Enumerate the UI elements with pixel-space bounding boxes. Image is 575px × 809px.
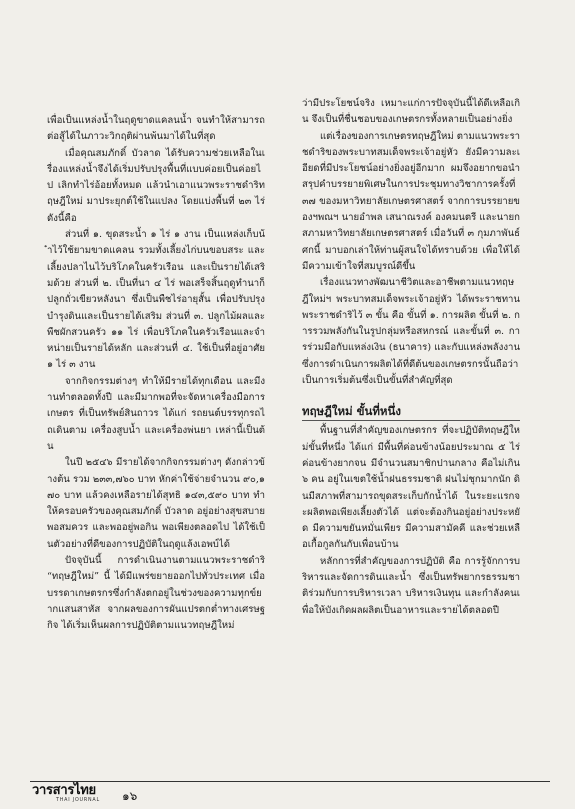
- logo-subtitle: THAI JOURNAL: [56, 798, 100, 803]
- paragraph: เพื่อเป็นแหล่งน้ำในฤดูขาดแคลนน้ำ จนทำให้สามารถต่อสู้ได้ในภาวะวิกฤติผ่านพ้นมาได้ในที่สุด: [47, 115, 265, 143]
- journal-logo: [32, 784, 104, 805]
- logo-title: วารสารไทย: [32, 783, 96, 798]
- page-footer: [30, 781, 550, 807]
- paragraph: ในปี ๒๕๔๖ มีรายได้จากกิจกรรมต่างๆ ดังกล่าวข้างต้น รวม ๒๓๓,๗๖๐ บาท หักค่าใช้จ่ายจำนวน ๙๐,๑๗๐ บาท แล้วคงเหลือรายได้สุทธิ ๑๔๓,๕๙๐ บาท ทำให้ครอบครัวของคุณสมภักดิ์ บัวลาด อยู่อย่างสุขสบายพอสมควร และพออยู่พอกิน พอเพียงตลอดไป ได้ใช้เป็นตัวอย่างที่ดีของการปฏิบัติในฤดูแล้งเอพบ์ได้: [47, 457, 265, 550]
- paragraph: ว่ามีประโยชน์จริง เหมาะแก่การปัจจุบันนี้ได้ดีเหลือเกิน จึงเป็นที่ชื่นชอบของเกษตรกรทั้งหลายเป็นอย่างยิ่ง: [302, 98, 520, 126]
- paragraph: เรื่องแนวทางพัฒนาชีวิตและอาชีพตามแนวทฤษฎีใหม่ฯ พระบาทสมเด็จพระเจ้าอยู่หัว ได้พระราชทานพระราชดำริไว้ ๓ ขั้น คือ ขั้นที่ ๑. การผลิต ขั้นที่ ๒. การรวมพลังกันในรูปกลุ่มหรือสหกรณ์ และขั้นที่ ๓. การร่วมมือกับแหล่งเงิน (ธนาคาร) และกับแหล่งพลังงาน ซึ่งการดำเนินการผลิตได้ที่ดีต้นของเกษตรกรนั้นถือว่าเป็นการเริ่มต้นซึ่งเป็นขั้นที่สำคัญที่สุด: [302, 277, 520, 387]
- footer-divider: [30, 781, 550, 782]
- paragraph: ปัจจุบันนี้ การดำเนินงานตามแนวพระราชดำริ “ทฤษฎีใหม่” นี้ ได้มีแพร่ขยายออกไปทั่วประเทศ เมื่อบรรดาเกษตรกรซึ่งกำลังตกอยู่ในช่วงของความทุกข์ยากแสนสาหัส จากผลของการผันแปรตกต่ำทางเศรษฐกิจ ได้เริ่มเห็นผลการปฏิบัติตามแนวทฤษฎีใหม่: [47, 555, 265, 632]
- paragraph: หลักการที่สำคัญของการปฏิบัติ คือ การรู้จักการบริหารและจัดการดินและน้ำ ซึ่งเป็นทรัพยากรธรรมชาติร่วมกับการบริหารเวลา บริหารเงินทุน และกำลังคนเพื่อให้บังเกิดผลผลิตเป็นอาหารและรายได้ตลอดปี: [302, 555, 520, 616]
- paragraph: ส่วนที่ ๑. ขุดสระน้ำ ๑ ไร่ ๑ งาน เป็นแหล่งเก็บน้ำไว้ใช้ยามขาดแคลน รวมทั้งเลี้ยงไก่บนขอบสระ และเลี้ยงปลาไนไว้บริโภคในครัวเรือน และเป็นรายได้เสริมด้วย ส่วนที่ ๒. เป็นที่นา ๔ ไร่ พอเสร็จสิ้นฤดูทำนาก็ปลูกถั่วเขียวหลังนา ซึ่งเป็นพืชไร่อายุสั้น เพื่อปรับปรุงบำรุงดินและเป็นรายได้เสริม ส่วนที่ ๓. ปลูกไม้ผลและพืชผักสวนครัว ๑๑ ไร่ เพื่อบริโภคในครัวเรือนและจำหน่ายเป็นรายได้หลัก และส่วนที่ ๔. ใช้เป็นที่อยู่อาศัย ๑ ไร่ ๓ งาน: [47, 229, 265, 371]
- page-number: ๑๖: [122, 789, 138, 803]
- paragraph: เมื่อคุณสมภักดิ์ บัวลาด ได้รับความช่วยเหลือในเรื่องแหล่งน้ำจึงได้เริ่มปรับปรุงพื้นที่แบบค่อยเป็นค่อยไป เลิกทำไร่อ้อยทั้งหมด แล้วนำเอาแนวพระราชดำริทฤษฎีใหม่ มาประยุกต์ใช้ในแปลง โดยแบ่งพื้นที่ ๒๓ ไร่ ดังนี้คือ: [47, 147, 265, 224]
- right-column: [302, 96, 520, 619]
- spacer: [302, 389, 520, 399]
- section-heading: ทฤษฎีใหม่ ขั้นที่หนึ่ง: [302, 404, 401, 419]
- left-column: [47, 113, 265, 635]
- paragraph: จากกิจกรรมต่างๆ ทำให้มีรายได้ทุกเดือน และมีงานทำตลอดทั้งปี และมีมากพอที่จะจัดหาเครื่องมือการเกษตร ที่เป็นทรัพย์สินถาวร ได้แก่ รถยนต์บรรทุกรถไถเดินตาม เครื่องสูบน้ำ และเครื่องพ่นยา เหล่านี้เป็นต้น: [47, 375, 265, 452]
- heading-divider: [302, 420, 520, 421]
- paragraph: แต่เรื่องของการเกษตรทฤษฎีใหม่ ตามแนวพระราชดำริของพระบาทสมเด็จพระเจ้าอยู่หัว ยังมีความละเอียดที่มีประโยชน์อย่างยิ่งอยู่อีกมาก ผมจึงอยากขอนำสรุปคำบรรยายพิเศษในการประชุมทางวิชาการครั้งที่ ๓๗ ของมหาวิทยาลัยเกษตรศาสตร์ จากการบรรยายของฯพณฯ นายอำพล เสนาณรงค์ องคมนตรี และนายกสภามหาวิทยาลัยเกษตรศาสตร์ เมื่อวันที่ ๓ กุมภาพันธ์ศกนี้ มาบอกเล่าให้ท่านผู้สนใจได้ทราบด้วย เพื่อให้ได้มีความเข้าใจที่สมบูรณ์ดีขึ้น: [302, 130, 520, 272]
- paragraph: พื้นฐานที่สำคัญของเกษตรกร ที่จะปฏิบัติทฤษฎีใหม่ขั้นที่หนึ่ง ได้แก่ มีพื้นที่ค่อนข้างน้อยประมาณ ๕ ไร่ ค่อนข้างยากจน มีจำนวนสมาชิกปานกลาง คือไม่เกิน ๖ คน อยู่ในเขตใช้น้ำฝนธรรมชาติ ฝนไม่ชุกมากนัก ดินมีสภาพที่สามารถขุดสระเก็บกักน้ำได้ ในระยะแรกจะผลิตพอเพียงเลี้ยงตัวได้ แต่จะต้องกินอยู่อย่างประหยัด มีความขยันหมั่นเพียร มีความสามัคคี และช่วยเหลือเกื้อกูลกันกับเพื่อนบ้าน: [302, 425, 520, 551]
